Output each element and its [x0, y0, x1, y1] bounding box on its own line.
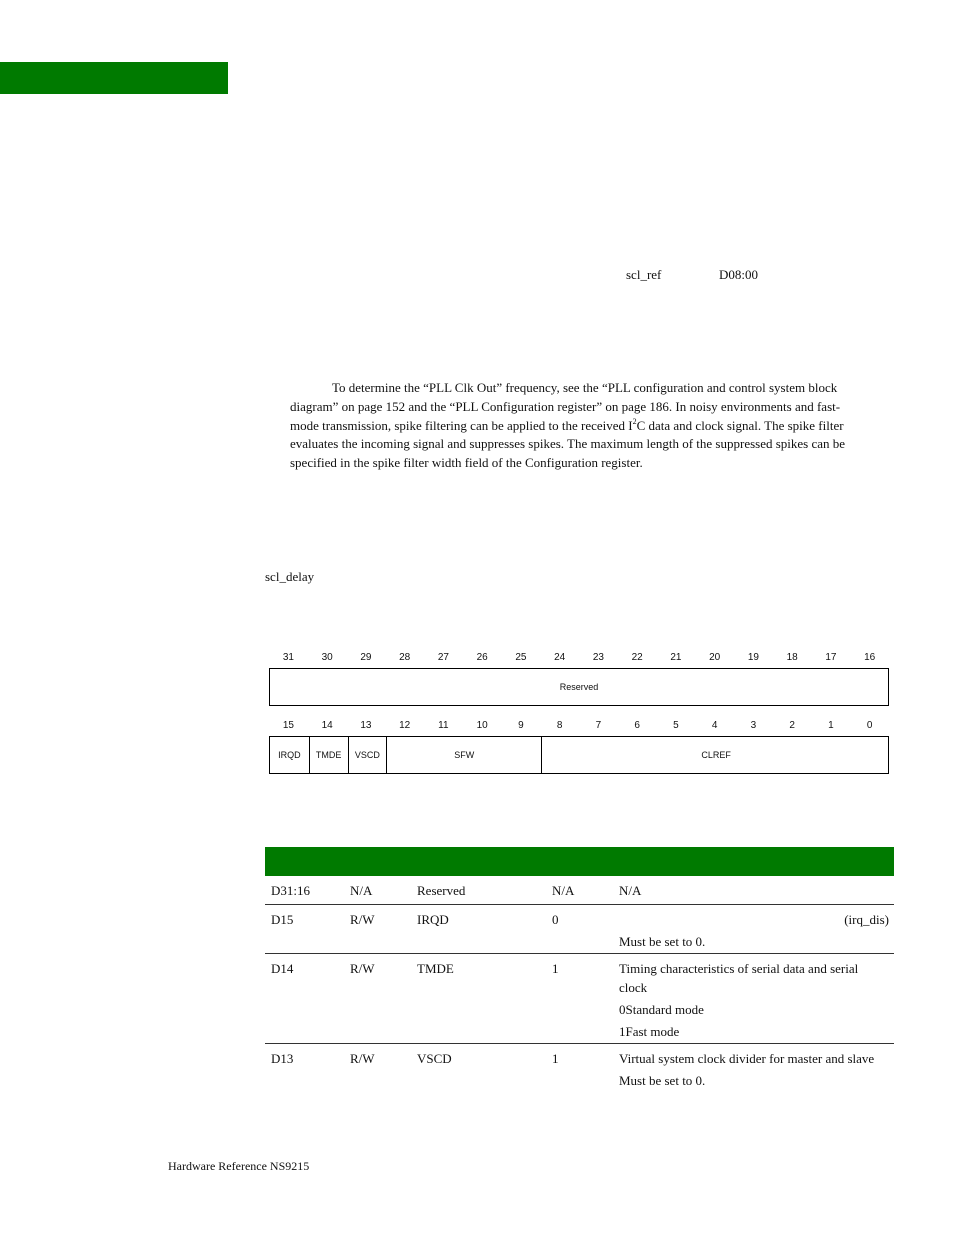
bit-number: 19 [747, 652, 759, 663]
bit-number: 4 [711, 720, 718, 731]
description-note: (irq_dis) [844, 912, 889, 927]
bit-number: 1 [828, 720, 834, 731]
bit-number: 7 [595, 720, 602, 731]
bit-number: 11 [438, 720, 449, 731]
description-line: 0Standard mode [619, 1002, 704, 1017]
bit-number: 28 [399, 652, 411, 663]
reset-cell: 1 [552, 961, 559, 976]
bit-number: 29 [360, 652, 372, 663]
bit-numbers-lower [269, 720, 889, 734]
bit-number: 10 [476, 720, 488, 731]
description-line: Virtual system clock divider for master and slave [619, 1051, 875, 1066]
paragraph-part-2: C data and clock signal. The spike filter evaluates the incoming signal and suppresses spikes. The maximum length of the suppressed spikes can be specified in the spike filter width field of the Configuration register. [290, 417, 846, 471]
access-cell: R/W [350, 1051, 375, 1066]
access-cell: R/W [350, 961, 375, 976]
field-irqd: IRQD [278, 750, 301, 760]
description-cell [619, 881, 889, 903]
field-tmde: TMDE [309, 737, 348, 773]
bit-number: 31 [282, 652, 294, 663]
bit-number: 8 [556, 720, 563, 731]
field-vscd: VSCD [348, 737, 387, 773]
bit-number: 3 [750, 720, 757, 731]
description-cell [619, 959, 889, 1044]
bit-number: 12 [399, 720, 411, 731]
description-cell [619, 1049, 889, 1093]
bit-number: 20 [709, 652, 721, 663]
bits-cell: D31:16 [271, 883, 310, 898]
bit-number: 26 [476, 652, 488, 663]
field-sfw: SFW [386, 737, 541, 773]
bit-number: 21 [670, 652, 682, 663]
field-reserved: Reserved [559, 682, 599, 692]
bit-number: 16 [864, 652, 876, 663]
page-footer: Hardware Reference NS9215 [168, 1159, 310, 1173]
bit-number: 15 [282, 720, 294, 731]
description-cell [619, 910, 889, 954]
table-header-bar [265, 847, 894, 876]
mnemonic-cell: TMDE [417, 961, 454, 976]
bit-number: 27 [437, 652, 449, 663]
scl-ref-label: scl_ref [626, 267, 662, 282]
register-upper-half [269, 668, 889, 706]
mnemonic-cell: Reserved [417, 883, 466, 898]
paragraph-superscript: 2 [632, 416, 637, 426]
reset-cell: N/A [552, 883, 575, 898]
bit-number: 24 [554, 652, 566, 663]
bit-number: 30 [321, 652, 333, 663]
reset-cell: 0 [552, 912, 559, 927]
bit-number: 17 [825, 652, 837, 663]
mnemonic-cell: IRQD [417, 912, 449, 927]
d08-00-label: D08:00 [719, 267, 758, 282]
bit-number: 14 [321, 720, 333, 731]
bit-number: 23 [592, 652, 604, 663]
description-line: N/A [619, 883, 642, 898]
description-line: 1Fast mode [619, 1024, 680, 1039]
bit-number: 9 [518, 720, 524, 731]
bits-cell: D15 [271, 912, 294, 927]
access-cell: N/A [350, 883, 373, 898]
bit-number: 2 [789, 720, 795, 731]
table-row [265, 905, 894, 954]
access-cell: R/W [350, 912, 375, 927]
field-clref: CLREF [541, 737, 890, 773]
description-line: Must be set to 0. [619, 934, 706, 949]
bit-number: 5 [673, 720, 679, 731]
body-paragraph [290, 379, 865, 473]
bits-cell: D14 [271, 961, 294, 976]
paragraph-part-1: To determine the “PLL Clk Out” frequency, see the “PLL configuration and control system block diagram” on page 152 and the “PLL Configuration register” on page 186. In noisy environments and fast-mode transmission, spike filtering can be applied to the received I [290, 380, 841, 433]
bit-number: 6 [634, 720, 640, 731]
register-lower-half [269, 736, 889, 774]
bits-cell: D13 [271, 1051, 294, 1066]
reset-cell: 1 [552, 1051, 559, 1066]
bit-number: 18 [786, 652, 798, 663]
bit-number: 0 [866, 720, 873, 731]
bit-number: 25 [515, 652, 527, 663]
description-line: Timing characteristics of serial data and serial clock [619, 961, 859, 995]
bit-number: 13 [360, 720, 372, 731]
description-line: Must be set to 0. [619, 1073, 706, 1088]
table-row [265, 1044, 894, 1110]
mnemonic-cell: VSCD [417, 1051, 452, 1066]
table-row [265, 954, 894, 1044]
bit-number: 22 [631, 652, 643, 663]
table-row [265, 876, 894, 905]
bit-numbers-upper [269, 652, 889, 666]
scl-delay-label: scl_delay [265, 569, 315, 584]
header-accent-bar [0, 62, 228, 94]
